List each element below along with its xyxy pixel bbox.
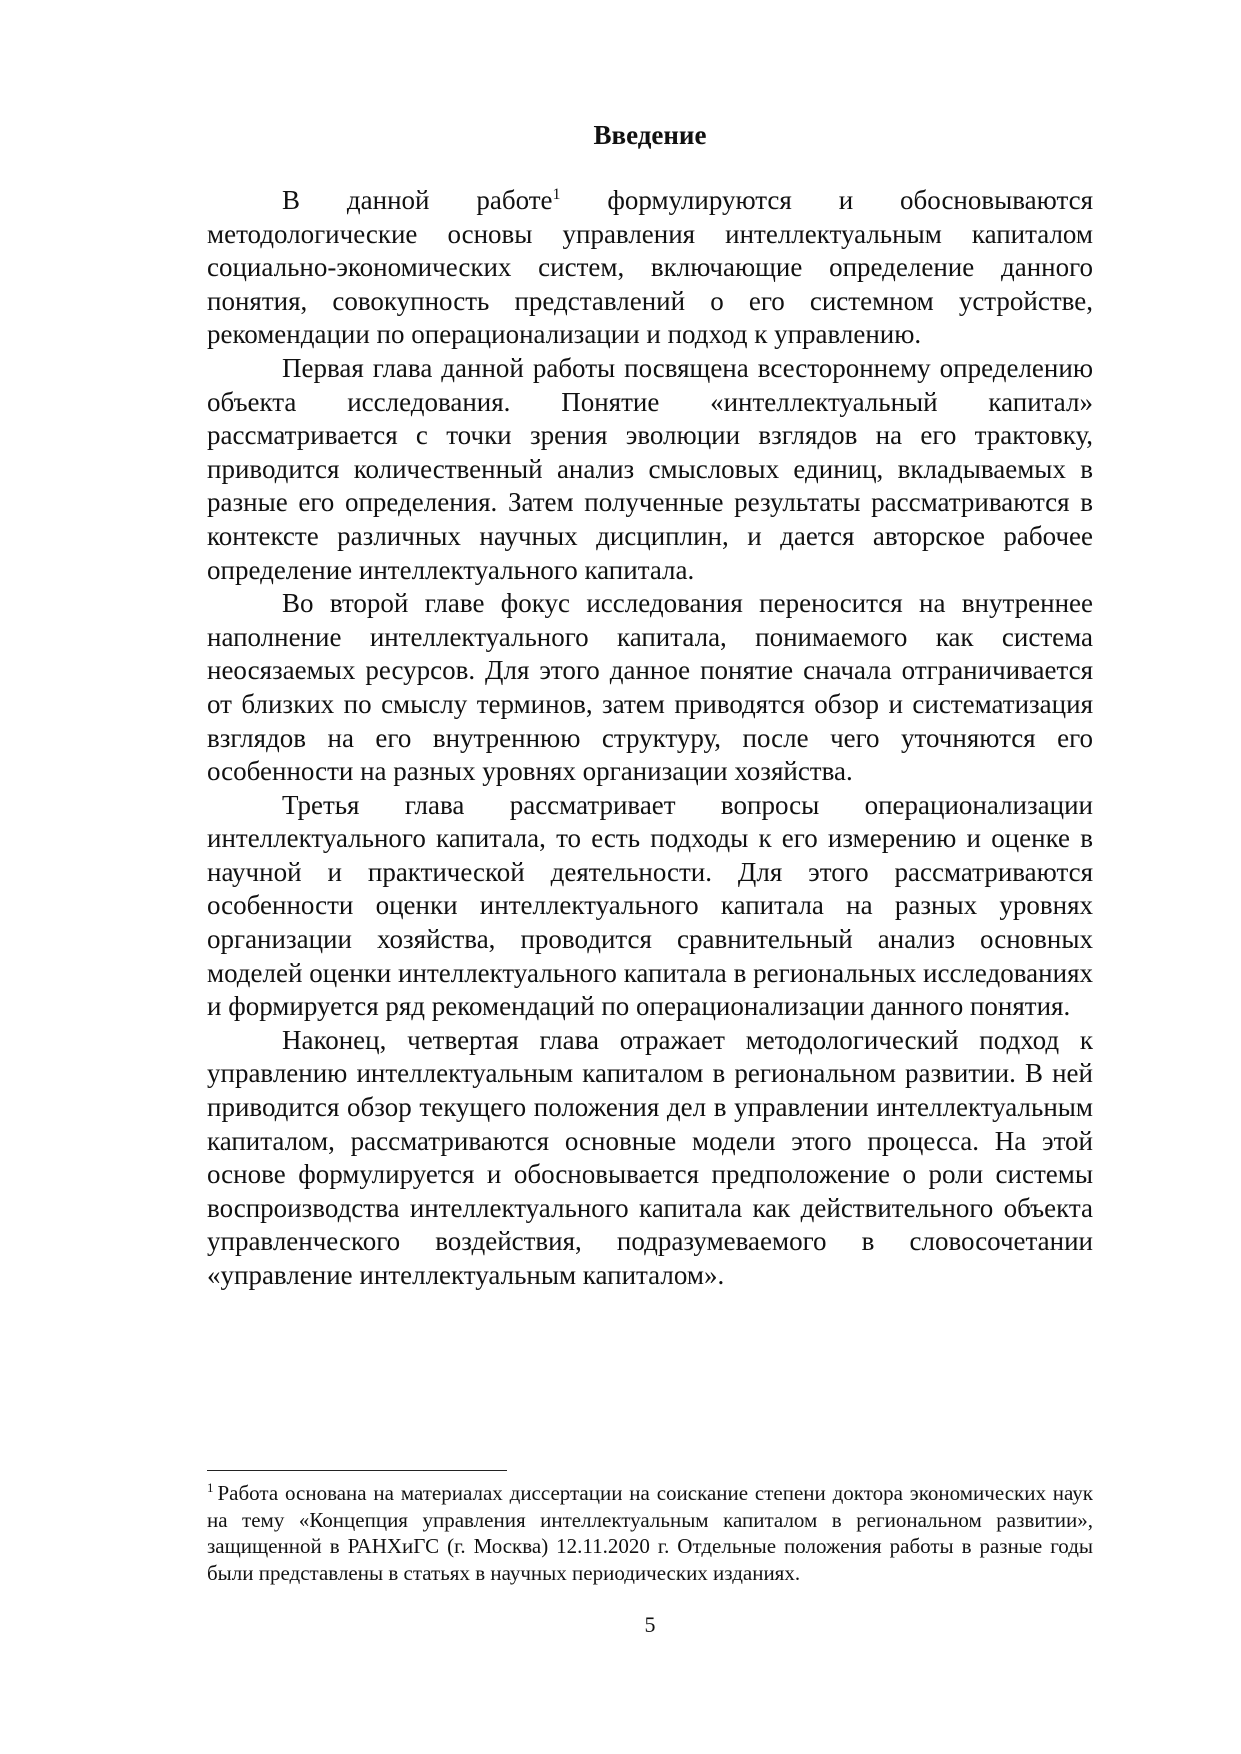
paragraph-intro-lead: В данной работе xyxy=(282,185,553,215)
footnote-reference[interactable]: 1 xyxy=(552,186,561,203)
paragraph-chapter-3: Третья глава рассматривает вопросы операционализации интеллектуального капитала, то есть подходы к его измерению и оценке в научной и практической деятельности. Для этого рассматриваются особенности оценки интеллектуального капитала на разных уровнях организации хозяйства, проводится сравнительный анализ основных моделей оценки интеллектуального капитала в региональных исследованиях и формируется ряд рекомендаций по операционализации данного понятия. xyxy=(207,789,1093,1022)
footnote-text: Работа основана на материалах диссертации на соискание степени доктора экономических наук на тему «Концепция управления интеллектуальным капиталом в региональном развитии», защищенной в РАНХиГС (г. Москва) 12.11.2020 г. Отдельные положения работы в разные годы были представлены в статьях в научных периодических изданиях. xyxy=(207,1481,1093,1585)
paragraph-chapter-1: Первая глава данной работы посвящена всестороннему определению объекта исследования. Понятие «интеллектуальный капитал» рассматривается с точки зрения эволюции взглядов на его трактовку, приводится количественный анализ смысловых единиц, вкладываемых в разные его определения. Затем полученные результаты рассматриваются в контексте различных научных дисциплин, и дается авторское рабочее определение интеллектуального капитала. xyxy=(207,352,1093,585)
footnote xyxy=(207,1480,1093,1586)
paragraph-intro xyxy=(207,184,1093,352)
page-number: 5 xyxy=(644,1612,656,1637)
paragraph-chapter-2: Во второй главе фокус исследования переносится на внутреннее наполнение интеллектуального капитала, понимаемого как система неосязаемых ресурсов. Для этого данное понятие сначала отграничивается от близких по смыслу терминов, затем приводятся обзор и систематизация взглядов на его внутреннюю структуру, после чего уточняются его особенности на разных уровнях организации хозяйства. xyxy=(207,588,1093,787)
paragraph-intro-rest: формулируются и обосновываются методологические основы управления интеллектуальным капиталом социально-экономических систем, включающие определение данного понятия, совокупность представлений о его системном устройстве, рекомендации по операционализации и подход к управлению. xyxy=(207,185,1093,350)
footnote-mark: 1 xyxy=(207,1480,214,1495)
paragraph-chapter-4: Наконец, четвертая глава отражает методологический подход к управлению интеллектуальным капиталом в региональном развитии. В ней приводится обзор текущего положения дел в управлении интеллектуальным капиталом, рассматриваются основные модели этого процесса. На этой основе формулируется и обосновывается предположение о роли системы воспроизводства интеллектуального капитала как действительного объекта управленческого воздействия, подразумеваемого в словосочетании «управление интеллектуальным капиталом». xyxy=(207,1024,1093,1290)
body-text xyxy=(207,184,1093,1293)
footnote-divider xyxy=(207,1470,507,1471)
section-title: Введение xyxy=(593,120,707,150)
